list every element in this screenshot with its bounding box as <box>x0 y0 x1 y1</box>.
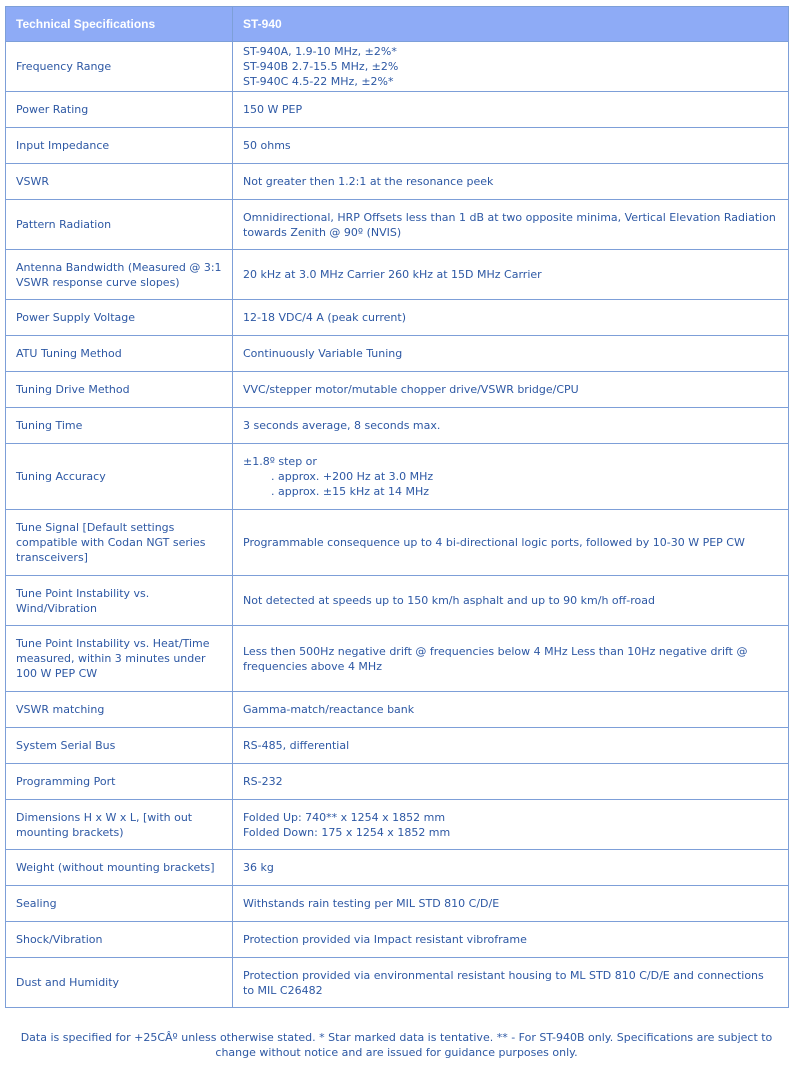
spec-label: Dust and Humidity <box>6 958 233 1008</box>
spec-label: Sealing <box>6 886 233 922</box>
spec-value <box>233 408 789 444</box>
table-row <box>6 958 789 1008</box>
header-model: ST-940 <box>233 7 789 42</box>
spec-value <box>233 800 789 850</box>
spec-value <box>233 336 789 372</box>
spec-value <box>233 886 789 922</box>
table-row <box>6 408 789 444</box>
spec-label: Dimensions H x W x L, [with out mounting brackets) <box>6 800 233 850</box>
spec-value <box>233 922 789 958</box>
spec-label: Shock/Vibration <box>6 922 233 958</box>
spec-label: Tuning Accuracy <box>6 444 233 510</box>
table-row <box>6 128 789 164</box>
table-row <box>6 444 789 510</box>
spec-label: Power Supply Voltage <box>6 300 233 336</box>
spec-value-line: 12-18 VDC/4 A (peak current) <box>243 311 406 324</box>
spec-value <box>233 250 789 300</box>
spec-label: Frequency Range <box>6 42 233 92</box>
spec-value <box>233 300 789 336</box>
spec-label: Weight (without mounting brackets] <box>6 850 233 886</box>
table-row <box>6 800 789 850</box>
table-header-row <box>6 7 789 42</box>
spec-value-line: Folded Up: 740** x 1254 x 1852 mm <box>243 810 446 824</box>
table-row <box>6 92 789 128</box>
table-row <box>6 728 789 764</box>
spec-value-line: Not greater then 1.2:1 at the resonance peek <box>243 175 494 188</box>
table-row <box>6 692 789 728</box>
spec-value <box>233 692 789 728</box>
spec-value-line: 36 kg <box>243 861 274 874</box>
spec-label: System Serial Bus <box>6 728 233 764</box>
spec-label: Pattern Radiation <box>6 200 233 250</box>
spec-value <box>233 128 789 164</box>
table-row <box>6 336 789 372</box>
spec-label: Tuning Drive Method <box>6 372 233 408</box>
spec-value <box>233 510 789 576</box>
spec-value-line: 50 ohms <box>243 139 291 152</box>
spec-value-line: Gamma-match/reactance bank <box>243 703 415 716</box>
spec-value-line: Protection provided via Impact resistant vibroframe <box>243 933 527 946</box>
spec-label: Power Rating <box>6 92 233 128</box>
spec-value <box>233 576 789 626</box>
spec-value <box>233 850 789 886</box>
spec-value-line: ST-940C 4.5-22 MHz, ±2%* <box>243 75 394 88</box>
spec-value-line: Continuously Variable Tuning <box>243 347 403 360</box>
table-row <box>6 372 789 408</box>
spec-label: Programming Port <box>6 764 233 800</box>
spec-label: Tune Point Instability vs. Heat/Time measured, within 3 minutes under 100 W PEP CW <box>6 626 233 692</box>
spec-value-line: Omnidirectional, HRP Offsets less than 1 dB at two opposite minima, Vertical Elevation Radiation towards Zenith @ 90º (NVIS) <box>243 210 776 239</box>
spec-value-line: ST-940B 2.7-15.5 MHz, ±2% <box>243 60 399 73</box>
table-row <box>6 164 789 200</box>
spec-value <box>233 444 789 510</box>
table-row <box>6 626 789 692</box>
spec-value <box>233 200 789 250</box>
spec-value-line: Less then 500Hz negative drift @ frequencies below 4 MHz Less than 10Hz negative drift @ frequencies above 4 MHz <box>243 644 748 673</box>
spec-value-line: Not detected at speeds up to 150 km/h asphalt and up to 90 km/h off-road <box>243 594 655 607</box>
spec-value-line: RS-485, differential <box>243 739 350 752</box>
spec-value-line: VVC/stepper motor/mutable chopper drive/VSWR bridge/CPU <box>243 383 579 396</box>
spec-value-line: ST-940A, 1.9-10 MHz, ±2%* <box>243 45 397 58</box>
spec-value <box>233 42 789 92</box>
spec-label: Tuning Time <box>6 408 233 444</box>
spec-value-subitem: . approx. +200 Hz at 3.0 MHz <box>271 470 434 483</box>
spec-value <box>233 958 789 1008</box>
spec-value-line: 3 seconds average, 8 seconds max. <box>243 419 441 432</box>
header-technical-specifications: Technical Specifications <box>6 7 233 42</box>
spec-value <box>233 164 789 200</box>
spec-value <box>233 626 789 692</box>
spec-value-line: Protection provided via environmental resistant housing to ML STD 810 C/D/E and connections to MIL C26482 <box>243 968 764 997</box>
table-row <box>6 250 789 300</box>
spec-label: Input Impedance <box>6 128 233 164</box>
spec-label: Tune Point Instability vs. Wind/Vibration <box>6 576 233 626</box>
spec-label: Antenna Bandwidth (Measured @ 3:1 VSWR response curve slopes) <box>6 250 233 300</box>
spec-table <box>5 6 789 1008</box>
spec-value-line: Programmable consequence up to 4 bi-directional logic ports, followed by 10-30 W PEP CW <box>243 536 745 549</box>
spec-value-line: 150 W PEP <box>243 103 303 116</box>
spec-value-line: 20 kHz at 3.0 MHz Carrier 260 kHz at 15D MHz Carrier <box>243 268 542 281</box>
table-row <box>6 886 789 922</box>
table-row <box>6 510 789 576</box>
spec-table-body <box>6 42 789 1008</box>
table-row <box>6 200 789 250</box>
spec-value <box>233 92 789 128</box>
table-row <box>6 764 789 800</box>
spec-value <box>233 728 789 764</box>
spec-label: Tune Signal [Default settings compatible with Codan NGT series transceivers] <box>6 510 233 576</box>
spec-label: ATU Tuning Method <box>6 336 233 372</box>
spec-value-subitem: . approx. ±15 kHz at 14 MHz <box>271 485 430 498</box>
spec-value-line: ±1.8º step or <box>243 455 317 468</box>
footnote: Data is specified for +25CÂº unless otherwise stated. * Star marked data is tentative. ** - For ST-940B only. Specifications are subject to change without notice and are issued for guidance purposes only. <box>20 1031 773 1059</box>
spec-value <box>233 372 789 408</box>
spec-label: VSWR <box>6 164 233 200</box>
table-row <box>6 300 789 336</box>
table-row <box>6 42 789 92</box>
table-row <box>6 576 789 626</box>
spec-value-line: Folded Down: 175 x 1254 x 1852 mm <box>243 825 451 839</box>
spec-value-line: Withstands rain testing per MIL STD 810 C/D/E <box>243 897 500 910</box>
table-row <box>6 850 789 886</box>
table-row <box>6 922 789 958</box>
spec-value-line: RS-232 <box>243 775 283 788</box>
spec-table-container <box>5 6 788 1008</box>
spec-label: VSWR matching <box>6 692 233 728</box>
spec-value <box>233 764 789 800</box>
